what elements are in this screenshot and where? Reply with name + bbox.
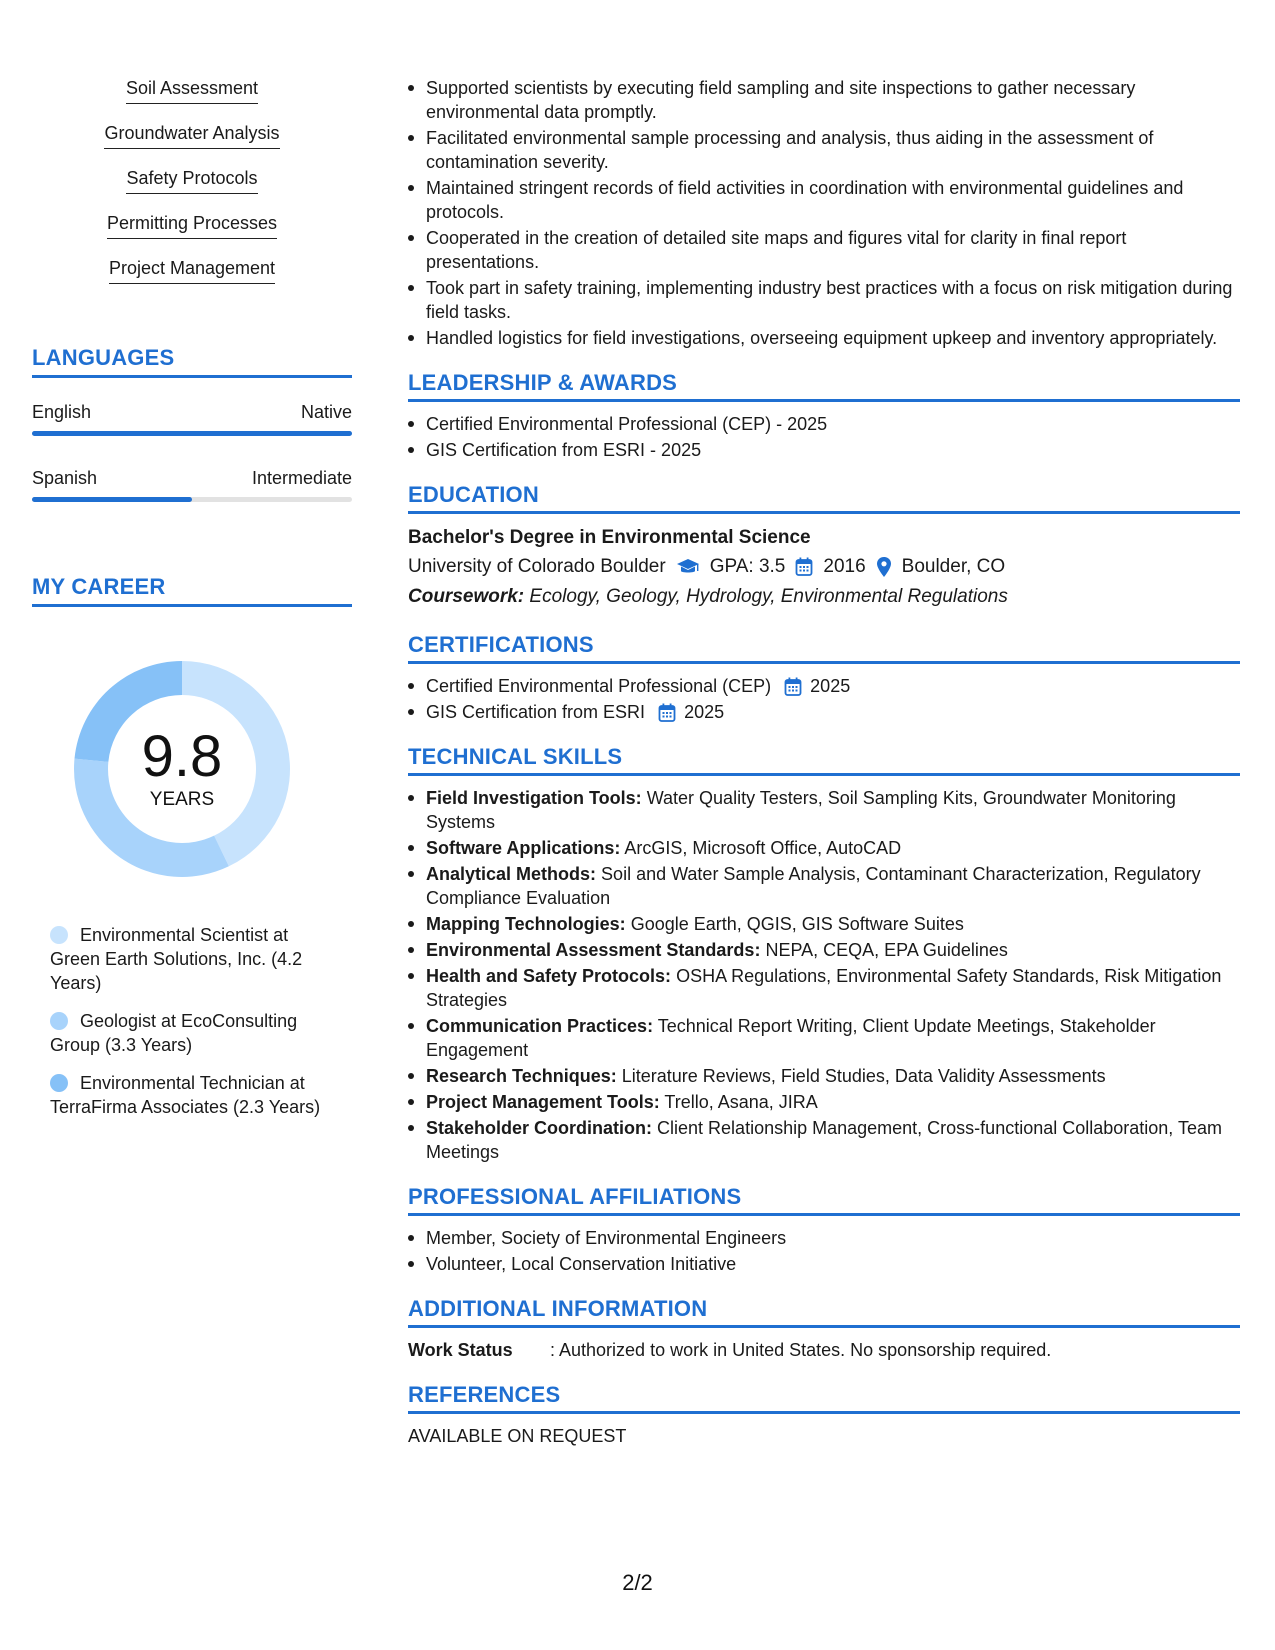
education-heading: EDUCATION	[408, 482, 1240, 514]
skill-value: ArcGIS, Microsoft Office, AutoCAD	[624, 838, 902, 858]
leadership-list	[408, 412, 1240, 462]
location-pin-icon	[876, 556, 892, 578]
skill-label: Mapping Technologies:	[426, 914, 626, 934]
page-number: 2/2	[622, 1570, 653, 1595]
leadership-item: Certified Environmental Professional (CEP) - 2025	[408, 412, 1240, 436]
language-level: Native	[300, 402, 352, 422]
coursework-label: Coursework:	[408, 586, 525, 607]
technical-skill-item	[408, 836, 1240, 860]
technical-skill-item	[408, 1090, 1240, 1114]
skill-label: Project Management Tools:	[426, 1092, 660, 1112]
education-school: University of Colorado Boulder	[408, 556, 666, 577]
technical-skill-item	[408, 786, 1240, 834]
legend-dot	[50, 926, 68, 944]
certifications-list	[408, 674, 1240, 724]
education-details	[408, 552, 1240, 582]
affiliations-heading: PROFESSIONAL AFFILIATIONS	[408, 1184, 1240, 1216]
certification-item	[408, 674, 1240, 698]
coursework-value: Ecology, Geology, Hydrology, Environmental Regulations	[529, 586, 1008, 607]
language-bar	[32, 431, 352, 436]
experience-bullet: Handled logistics for field investigations, overseeing equipment upkeep and inventory appropriately.	[408, 326, 1240, 350]
legend-dot	[50, 1012, 68, 1030]
skill-label: Research Techniques:	[426, 1066, 617, 1086]
technical-skill-item	[408, 938, 1240, 962]
main-content	[408, 76, 1240, 1448]
language-english	[32, 402, 352, 436]
skill-value: Trello, Asana, JIRA	[664, 1092, 818, 1112]
experience-bullet: Supported scientists by executing field sampling and site inspections to gather necessary environmental data promptly.	[408, 76, 1240, 124]
technical-skills-heading: TECHNICAL SKILLS	[408, 744, 1240, 776]
career-heading: MY CAREER	[32, 574, 352, 607]
education-location: Boulder, CO	[901, 556, 1006, 577]
career-donut-chart	[62, 649, 302, 889]
skill-value: Client Relationship Management, Cross-functional Collaboration, Team Meetings	[426, 1118, 1222, 1162]
language-bar-fill	[32, 497, 192, 502]
calendar-icon	[658, 703, 676, 723]
skill-item: Groundwater Analysis	[104, 121, 279, 149]
legend-dot	[50, 1074, 68, 1092]
additional-info-heading: ADDITIONAL INFORMATION	[408, 1296, 1240, 1328]
skill-value: Water Quality Testers, Soil Sampling Kits, Groundwater Monitoring Systems	[426, 788, 1176, 832]
career-legend	[50, 923, 330, 1119]
skill-item: Permitting Processes	[107, 211, 277, 239]
leadership-item: GIS Certification from ESRI - 2025	[408, 438, 1240, 462]
language-spanish	[32, 468, 352, 502]
education-degree: Bachelor's Degree in Environmental Science	[408, 527, 811, 548]
legend-label: Environmental Technician at TerraFirma Associates (2.3 Years)	[50, 1073, 321, 1117]
language-name: Spanish	[32, 468, 98, 488]
skill-label: Health and Safety Protocols:	[426, 966, 672, 986]
technical-skill-item	[408, 1064, 1240, 1088]
certification-name: GIS Certification from ESRI	[426, 702, 646, 722]
skill-list	[32, 76, 352, 301]
legend-label: Environmental Scientist at Green Earth Solutions, Inc. (4.2 Years)	[50, 925, 303, 993]
education-year: 2016	[823, 556, 866, 577]
references-value: AVAILABLE ON REQUEST	[408, 1426, 627, 1446]
legend-label: Geologist at EcoConsulting Group (3.3 Years)	[50, 1011, 298, 1055]
calendar-icon	[795, 557, 813, 577]
skill-value: Literature Reviews, Field Studies, Data Validity Assessments	[621, 1066, 1106, 1086]
languages-heading: LANGUAGES	[32, 345, 352, 378]
certifications-heading: CERTIFICATIONS	[408, 632, 1240, 664]
technical-skill-item	[408, 964, 1240, 1012]
work-status-row	[408, 1338, 1240, 1362]
skill-label: Environmental Assessment Standards:	[426, 940, 761, 960]
certification-year: 2025	[810, 676, 851, 696]
certification-year: 2025	[684, 702, 725, 722]
skill-value: Technical Report Writing, Client Update Meetings, Stakeholder Engagement	[426, 1016, 1156, 1060]
technical-skills-list	[408, 786, 1240, 1164]
language-level: Intermediate	[251, 468, 352, 488]
work-status-value: : Authorized to work in United States. No sponsorship required.	[550, 1340, 1052, 1360]
career-total: 9.8	[141, 724, 223, 789]
technical-skill-item	[408, 912, 1240, 936]
education-gpa: GPA: 3.5	[709, 556, 786, 577]
certification-name: Certified Environmental Professional (CEP)	[426, 676, 772, 696]
education-coursework	[408, 582, 1240, 612]
skill-label: Field Investigation Tools:	[426, 788, 642, 808]
affiliation-item: Member, Society of Environmental Engineers	[408, 1226, 1240, 1250]
technical-skill-item	[408, 1116, 1240, 1164]
language-bar	[32, 497, 352, 502]
experience-bullet: Took part in safety training, implementing industry best practices with a focus on risk mitigation during field tasks.	[408, 276, 1240, 324]
experience-bullet: Maintained stringent records of field activities in coordination with environmental guidelines and protocols.	[408, 176, 1240, 224]
skill-item: Project Management	[109, 256, 275, 284]
skill-label: Communication Practices:	[426, 1016, 654, 1036]
skill-value: OSHA Regulations, Environmental Safety Standards, Risk Mitigation Strategies	[426, 966, 1222, 1010]
work-status-label: Work Status	[408, 1340, 513, 1360]
calendar-icon	[784, 677, 802, 697]
legend-item	[50, 1009, 330, 1057]
career-unit: YEARS	[149, 789, 215, 810]
legend-item	[50, 923, 330, 995]
legend-item	[50, 1071, 330, 1119]
skill-value: NEPA, CEQA, EPA Guidelines	[765, 940, 1008, 960]
leadership-heading: LEADERSHIP & AWARDS	[408, 370, 1240, 402]
technical-skill-item	[408, 862, 1240, 910]
skill-value: Soil and Water Sample Analysis, Contaminant Characterization, Regulatory Compliance Evaluation	[426, 864, 1201, 908]
graduation-cap-icon	[676, 557, 700, 577]
skill-item: Soil Assessment	[126, 76, 258, 104]
experience-bullet: Cooperated in the creation of detailed site maps and figures vital for clarity in final report presentations.	[408, 226, 1240, 274]
affiliation-item: Volunteer, Local Conservation Initiative	[408, 1252, 1240, 1276]
language-bar-fill	[32, 431, 352, 436]
experience-bullet: Facilitated environmental sample processing and analysis, thus aiding in the assessment of contamination severity.	[408, 126, 1240, 174]
career-donut-center	[62, 649, 302, 889]
skill-label: Analytical Methods:	[426, 864, 597, 884]
sidebar	[32, 76, 352, 1133]
technical-skill-item	[408, 1014, 1240, 1062]
affiliations-list	[408, 1226, 1240, 1276]
skill-value: Google Earth, QGIS, GIS Software Suites	[630, 914, 964, 934]
references-heading: REFERENCES	[408, 1382, 1240, 1414]
skill-item: Safety Protocols	[126, 166, 257, 194]
certification-item	[408, 700, 1240, 724]
language-name: English	[32, 402, 92, 422]
experience-bullets	[408, 76, 1240, 350]
skill-label: Software Applications:	[426, 838, 621, 858]
skill-label: Stakeholder Coordination:	[426, 1118, 653, 1138]
